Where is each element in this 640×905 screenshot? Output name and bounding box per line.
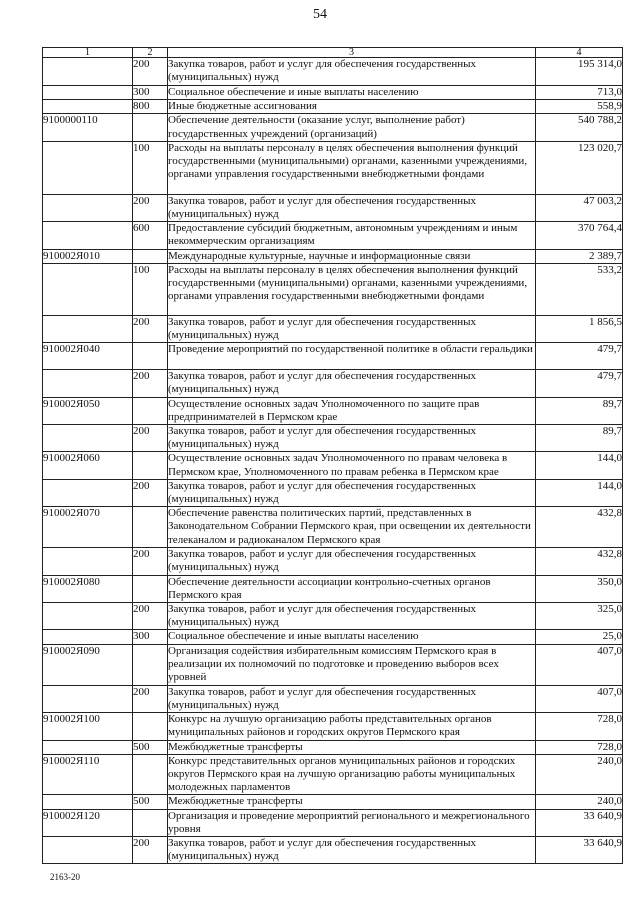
name-cell: Закупка товаров, работ и услуг для обеспечения государственных (муниципальных) нужд <box>168 425 536 452</box>
table-row <box>43 685 623 712</box>
amount-cell: 240,0 <box>536 795 623 809</box>
amount-cell: 370 764,4 <box>536 222 623 249</box>
name-cell: Предоставление субсидий бюджетным, автономным учреждениям и иным некоммерческим организациям <box>168 222 536 249</box>
code-cell <box>43 685 133 712</box>
type-cell: 200 <box>133 685 168 712</box>
type-cell <box>133 452 168 479</box>
table-row <box>43 452 623 479</box>
name-cell: Закупка товаров, работ и услуг для обеспечения государственных (муниципальных) нужд <box>168 58 536 86</box>
code-cell: 910002Я010 <box>43 249 133 263</box>
type-cell: 200 <box>133 548 168 575</box>
name-cell: Социальное обеспечение и иные выплаты населению <box>168 630 536 644</box>
amount-cell: 144,0 <box>536 479 623 506</box>
type-cell: 200 <box>133 194 168 221</box>
type-cell <box>133 575 168 602</box>
amount-cell: 25,0 <box>536 630 623 644</box>
table-row <box>43 263 623 315</box>
code-cell <box>43 603 133 630</box>
table-row <box>43 425 623 452</box>
type-cell: 100 <box>133 141 168 194</box>
page-number: 54 <box>313 7 327 22</box>
type-cell: 100 <box>133 263 168 315</box>
name-cell: Конкурс на лучшую организацию работы представительных органов муниципальных районов и городских округов Пермского края <box>168 713 536 740</box>
code-cell <box>43 548 133 575</box>
table-row <box>43 479 623 506</box>
amount-cell: 432,8 <box>536 507 623 548</box>
code-cell <box>43 630 133 644</box>
name-cell: Международные культурные, научные и информационные связи <box>168 249 536 263</box>
amount-cell: 325,0 <box>536 603 623 630</box>
type-cell: 200 <box>133 315 168 342</box>
header-col-2: 2 <box>133 48 168 58</box>
table-row <box>43 507 623 548</box>
amount-cell: 350,0 <box>536 575 623 602</box>
name-cell: Социальное обеспечение и иные выплаты населению <box>168 86 536 100</box>
code-cell <box>43 194 133 221</box>
code-cell: 9100000110 <box>43 114 133 141</box>
type-cell: 600 <box>133 222 168 249</box>
amount-cell: 728,0 <box>536 740 623 754</box>
code-cell <box>43 370 133 397</box>
type-cell: 200 <box>133 603 168 630</box>
table-row <box>43 740 623 754</box>
code-cell <box>43 836 133 863</box>
amount-cell: 713,0 <box>536 86 623 100</box>
table-row <box>43 141 623 194</box>
amount-cell: 407,0 <box>536 685 623 712</box>
table-row <box>43 809 623 836</box>
type-cell <box>133 644 168 685</box>
amount-cell: 33 640,9 <box>536 836 623 863</box>
type-cell: 200 <box>133 58 168 86</box>
name-cell: Межбюджетные трансферты <box>168 795 536 809</box>
name-cell: Обеспечение равенства политических партий, представленных в Законодательном Собрании Пермского края, при освещении их деятельности телеканалом и радиоканалом Пермского края <box>168 507 536 548</box>
code-cell <box>43 425 133 452</box>
code-cell: 910002Я120 <box>43 809 133 836</box>
table-row <box>43 100 623 114</box>
type-cell: 200 <box>133 479 168 506</box>
amount-cell: 195 314,0 <box>536 58 623 86</box>
name-cell: Закупка товаров, работ и услуг для обеспечения государственных (муниципальных) нужд <box>168 836 536 863</box>
amount-cell: 1 856,5 <box>536 315 623 342</box>
name-cell: Иные бюджетные ассигнования <box>168 100 536 114</box>
amount-cell: 240,0 <box>536 754 623 795</box>
amount-cell: 89,7 <box>536 397 623 424</box>
header-col-4: 4 <box>536 48 623 58</box>
code-cell: 910002Я080 <box>43 575 133 602</box>
name-cell: Организация и проведение мероприятий регионального и межрегионального уровня <box>168 809 536 836</box>
code-cell <box>43 740 133 754</box>
table-row <box>43 713 623 740</box>
name-cell: Расходы на выплаты персоналу в целях обеспечения выполнения функций государственными (муниципальными) органами, казенными учреждениями, органами управления государственными внебюджетными фондами <box>168 263 536 315</box>
code-cell <box>43 315 133 342</box>
name-cell: Межбюджетные трансферты <box>168 740 536 754</box>
table-row <box>43 836 623 863</box>
amount-cell: 540 788,2 <box>536 114 623 141</box>
name-cell: Конкурс представительных органов муниципальных районов и городских округов Пермского края на лучшую организацию работы муниципальных молодежных парламентов <box>168 754 536 795</box>
name-cell: Обеспечение деятельности ассоциации контрольно-счетных органов Пермского края <box>168 575 536 602</box>
table-row <box>43 603 623 630</box>
amount-cell: 89,7 <box>536 425 623 452</box>
table-row <box>43 754 623 795</box>
name-cell: Закупка товаров, работ и услуг для обеспечения государственных (муниципальных) нужд <box>168 194 536 221</box>
table-body <box>43 58 623 864</box>
table-row <box>43 644 623 685</box>
code-cell <box>43 100 133 114</box>
amount-cell: 558,9 <box>536 100 623 114</box>
amount-cell: 479,7 <box>536 370 623 397</box>
name-cell: Закупка товаров, работ и услуг для обеспечения государственных (муниципальных) нужд <box>168 685 536 712</box>
amount-cell: 33 640,9 <box>536 809 623 836</box>
footer-code: 2163-20 <box>50 872 80 882</box>
code-cell: 910002Я100 <box>43 713 133 740</box>
code-cell <box>43 58 133 86</box>
name-cell: Осуществление основных задач Уполномоченного по защите прав предпринимателей в Пермском крае <box>168 397 536 424</box>
amount-cell: 728,0 <box>536 713 623 740</box>
amount-cell: 123 020,7 <box>536 141 623 194</box>
type-cell <box>133 343 168 370</box>
table-row <box>43 397 623 424</box>
table-row <box>43 795 623 809</box>
name-cell: Закупка товаров, работ и услуг для обеспечения государственных (муниципальных) нужд <box>168 479 536 506</box>
amount-cell: 47 003,2 <box>536 194 623 221</box>
table-row <box>43 370 623 397</box>
name-cell: Организация содействия избирательным комиссиям Пермского края в реализации их полномочий по подготовке и проведению выборов всех уровней <box>168 644 536 685</box>
table-row <box>43 315 623 342</box>
code-cell: 910002Я070 <box>43 507 133 548</box>
table-row <box>43 343 623 370</box>
name-cell: Закупка товаров, работ и услуг для обеспечения государственных (муниципальных) нужд <box>168 548 536 575</box>
budget-table <box>42 47 623 864</box>
amount-cell: 2 389,7 <box>536 249 623 263</box>
type-cell <box>133 754 168 795</box>
code-cell: 910002Я090 <box>43 644 133 685</box>
code-cell <box>43 263 133 315</box>
header-col-1: 1 <box>43 48 133 58</box>
type-cell: 800 <box>133 100 168 114</box>
amount-cell: 144,0 <box>536 452 623 479</box>
type-cell <box>133 249 168 263</box>
code-cell: 910002Я110 <box>43 754 133 795</box>
code-cell <box>43 141 133 194</box>
code-cell: 910002Я050 <box>43 397 133 424</box>
amount-cell: 432,8 <box>536 548 623 575</box>
code-cell <box>43 479 133 506</box>
type-cell <box>133 507 168 548</box>
type-cell <box>133 809 168 836</box>
name-cell: Расходы на выплаты персоналу в целях обеспечения выполнения функций государственными (муниципальными) органами, казенными учреждениями, органами управления государственными внебюджетными фондами <box>168 141 536 194</box>
type-cell: 300 <box>133 630 168 644</box>
table-row <box>43 575 623 602</box>
amount-cell: 407,0 <box>536 644 623 685</box>
type-cell: 300 <box>133 86 168 100</box>
table-row <box>43 249 623 263</box>
type-cell: 200 <box>133 370 168 397</box>
code-cell: 910002Я040 <box>43 343 133 370</box>
name-cell: Закупка товаров, работ и услуг для обеспечения государственных (муниципальных) нужд <box>168 603 536 630</box>
name-cell: Закупка товаров, работ и услуг для обеспечения государственных (муниципальных) нужд <box>168 315 536 342</box>
type-cell <box>133 397 168 424</box>
name-cell: Обеспечение деятельности (оказание услуг, выполнение работ) государственных учреждений (организаций) <box>168 114 536 141</box>
table-row <box>43 58 623 86</box>
type-cell: 500 <box>133 795 168 809</box>
table-row <box>43 630 623 644</box>
type-cell: 200 <box>133 425 168 452</box>
table-row <box>43 86 623 100</box>
table-row <box>43 222 623 249</box>
name-cell: Закупка товаров, работ и услуг для обеспечения государственных (муниципальных) нужд <box>168 370 536 397</box>
table-row <box>43 114 623 141</box>
amount-cell: 533,2 <box>536 263 623 315</box>
code-cell: 910002Я060 <box>43 452 133 479</box>
code-cell <box>43 222 133 249</box>
amount-cell: 479,7 <box>536 343 623 370</box>
type-cell <box>133 114 168 141</box>
name-cell: Осуществление основных задач Уполномоченного по правам человека в Пермском крае, Уполномоченного по правам ребенка в Пермском крае <box>168 452 536 479</box>
table-row <box>43 194 623 221</box>
type-cell <box>133 713 168 740</box>
code-cell <box>43 86 133 100</box>
name-cell: Проведение мероприятий по государственной политике в области геральдики <box>168 343 536 370</box>
header-col-3: 3 <box>168 48 536 58</box>
code-cell <box>43 795 133 809</box>
table-header-row <box>43 48 623 58</box>
table-row <box>43 548 623 575</box>
type-cell: 200 <box>133 836 168 863</box>
type-cell: 500 <box>133 740 168 754</box>
